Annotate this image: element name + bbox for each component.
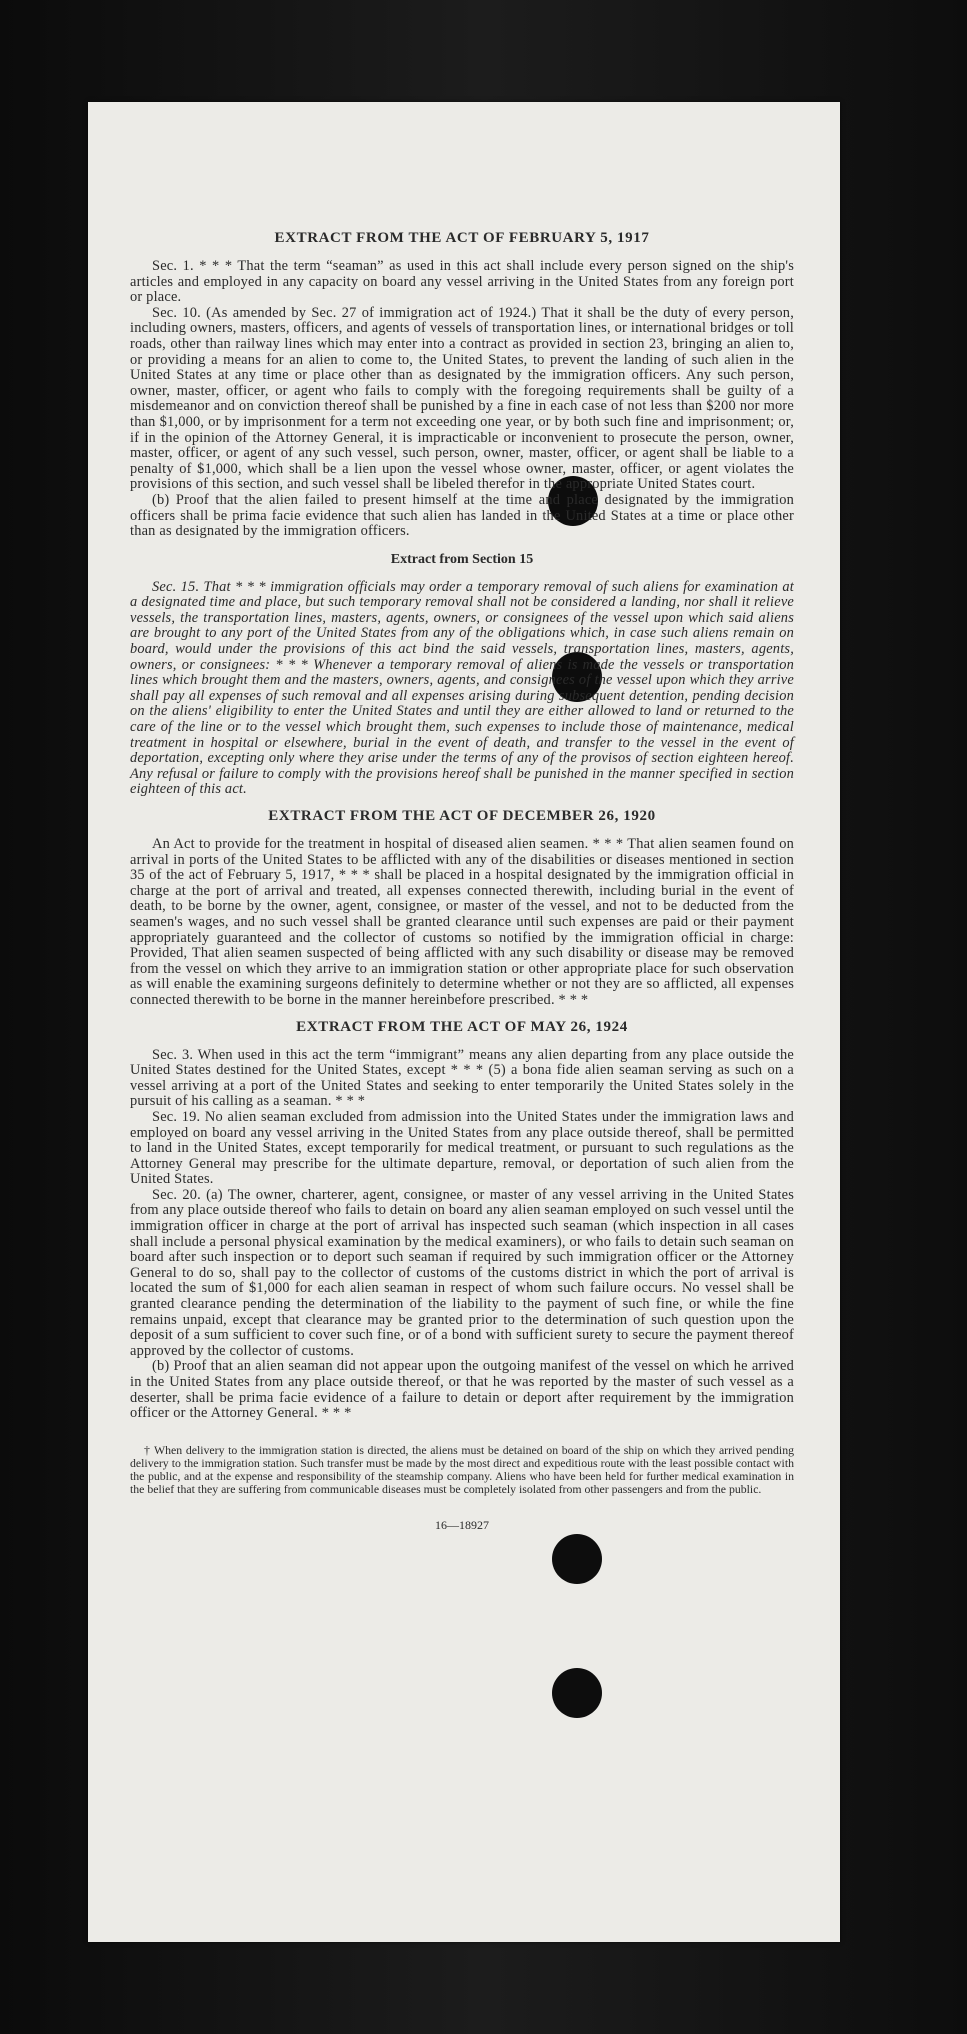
section-act-december-1920 bbox=[130, 808, 794, 1009]
footnote-text: † When delivery to the immigration station is directed, the aliens must be detained on board of the ship on which they arrived pending delivery to the immigration station. Such transfer must be made by the most direct and expeditious route with the least possible contact with the public, and at the expense and responsibility of the steamship company. Aliens who have been held for further medical examination in the belief that they are suffering from communicable diseases must be completely isolated from other passengers and from the public. bbox=[130, 1442, 794, 1496]
paragraph-sec-3: Sec. 3. When used in this act the term “immigrant” means any alien departing from any place outside the United States destined for the United States, except * * * (5) a bona fide alien seaman serving as such on a vessel arriving at a port of the United States and seeking to enter temporarily the United States solely in the pursuit of his calling as a seaman. * * * bbox=[130, 1046, 794, 1110]
punch-hole bbox=[552, 1534, 602, 1584]
section-heading: EXTRACT FROM THE ACT OF DECEMBER 26, 1920 bbox=[268, 808, 656, 824]
section-heading: Extract from Section 15 bbox=[390, 551, 534, 567]
section-heading: EXTRACT FROM THE ACT OF FEBRUARY 5, 1917 bbox=[274, 230, 650, 246]
paragraph-sec-19: Sec. 19. No alien seaman excluded from admission into the United States under the immigration laws and employed on board any vessel arriving in the United States from any place outside thereof, shall be permitted to land in the United States, except temporarily for medical treatment, or pursuant to such regulations as the Attorney General may prescribe for the ultimate departure, removal, or deportation of such alien from the United States. bbox=[130, 1108, 794, 1188]
document-content bbox=[130, 230, 794, 1533]
page-number: 16—18927 bbox=[435, 1517, 489, 1532]
punch-hole bbox=[552, 1668, 602, 1718]
paragraph-sec-20-a: Sec. 20. (a) The owner, charterer, agent, consignee, or master of any vessel arriving in the United States from any place outside thereof who fails to detain on board any alien seaman employed on such vessel until the immigration officer in charge at the port of arrival has inspected such seaman (which inspection in all cases shall include a personal physical examination by the medical examiners), or who fails to detain such seaman on board after such inspection or to deport such seaman if required by such immigration officer or the Attorney General to do so, shall pay to the collector of customs of the customs district in which the port of arrival is located the sum of $1,000 for each alien seaman in respect of whom such failure occurs. No vessel shall be granted clearance pending the determination of the liability to the payment of such fine, or while the fine remains unpaid, except that clearance may be granted prior to the determination of such question upon the deposit of a sum sufficient to cover such fine, or of a bond with sufficient surety to secure the payment thereof approved by the collector of customs. bbox=[130, 1186, 794, 1359]
section-act-february-1917 bbox=[130, 230, 794, 540]
document-page bbox=[88, 102, 840, 1942]
section-heading: EXTRACT FROM THE ACT OF MAY 26, 1924 bbox=[296, 1018, 628, 1035]
paragraph-sec-15: Sec. 15. That * * * immigration officials may order a temporary removal of such aliens for examination at a designated time and place, but such temporary removal shall not be considered a landing, nor shall it relieve vessels, the transportation lines, masters, agents, owners, or consignees of the vessel upon which said aliens are brought to any port of the United States from any of the obligations which, in case such aliens remain on board, would under the provisions of this act bind the said vessels, transportation lines, masters, agents, owners, or consignees: * * * Whenever a temporary removal of aliens is made the vessels or transportation lines which brought them and the masters, owners, agents, and consignees of the vessel upon which they arrive shall pay all expenses of such removal and all expenses arising during subsequent detention, pending decision on the aliens' eligibility to enter the United States and until they are either allowed to land or returned to the care of the line or to the vessel which brought them, such expenses to include those of maintenance, medical treatment in hospital or elsewhere, burial in the event of death, and transfer to the vessel in the event of deportation, excepting only where they arise under the terms of any of the provisos of section eighteen hereof. Any refusal or failure to comply with the provisions hereof shall be punished in the manner specified in section eighteen of this act. bbox=[130, 578, 794, 798]
paragraph-act-1920: An Act to provide for the treatment in hospital of diseased alien seamen. * * * That alien seamen found on arrival in ports of the United States to be afflicted with any of the disabilities or diseases mentioned in section 35 of the act of February 5, 1917, * * * shall be placed in a hospital designated by the immigration official in charge at the port of arrival and treated, all expenses connected therewith, including burial in the event of death, to be borne by the owner, agent, consignee, or master of the vessel, and not to be deducted from the seamen's wages, and no such vessel shall be granted clearance until such expenses are paid or their payment appropriately guaranteed and the collector of customs so notified by the immigration official in charge: Provided, That alien seamen suspected of being afflicted with any such disability or disease may be removed from the vessel on which they arrive to an immigration station or other appropriate place for such observation as will enable the examining surgeons definitely to determine whether or not they are so afflicted, all expenses connected therewith to be borne in the manner hereinbefore prescribed. * * * bbox=[130, 836, 794, 1008]
section-extract-15 bbox=[130, 552, 794, 798]
paragraph-sec-10-b: (b) Proof that the alien failed to present himself at the time and place designated by the immigration officers shall be prima facie evidence that such alien has landed in the United States at a time or place other than as designated by the immigration officers. bbox=[130, 491, 794, 540]
section-act-may-1924 bbox=[130, 1019, 794, 1422]
paragraph-sec-10: Sec. 10. (As amended by Sec. 27 of immigration act of 1924.) That it shall be the duty of every person, including owners, masters, officers, and agents of vessels of transportation lines, or international bridges or toll roads, other than railway lines which may enter into a contract as provided in section 23, bringing an alien to, or providing a means for an alien to come to, the United States, to prevent the landing of such alien in the United States at any time or place other than as designated by the immigration officers. Any such person, owner, master, officer, or agent who fails to comply with the foregoing requirements shall be guilty of a misdemeanor and on conviction thereof shall be punished by a fine in each case of not less than $200 nor more than $1,000, or by imprisonment for a term not exceeding one year, or by both such fine and imprisonment; or, if in the opinion of the Attorney General, it is impracticable or inconvenient to prosecute the person, owner, master, officer, or agent of any such vessel, such person, owner, master, officer, or agent shall be liable to a penalty of $1,000, which shall be a lien upon the vessel whose owner, master, officer, or agent violates the provisions of this section, and such vessel shall be libeled therefor in the appropriate United States court. bbox=[130, 304, 794, 493]
footnote bbox=[130, 1444, 794, 1496]
paragraph-sec-1: Sec. 1. * * * That the term “seaman” as used in this act shall include every person signed on the ship's articles and employed in any capacity on board any vessel arriving in the United States from any foreign port or place. bbox=[130, 258, 794, 306]
paragraph-sec-20-b: (b) Proof that an alien seaman did not appear upon the outgoing manifest of the vessel on which he arrived in the United States from any place outside thereof, or that he was reported by the master of such vessel as a deserter, shall be prima facie evidence of a failure to detain or deport after requirement by the immigration officer or the Attorney General. * * * bbox=[130, 1358, 794, 1422]
